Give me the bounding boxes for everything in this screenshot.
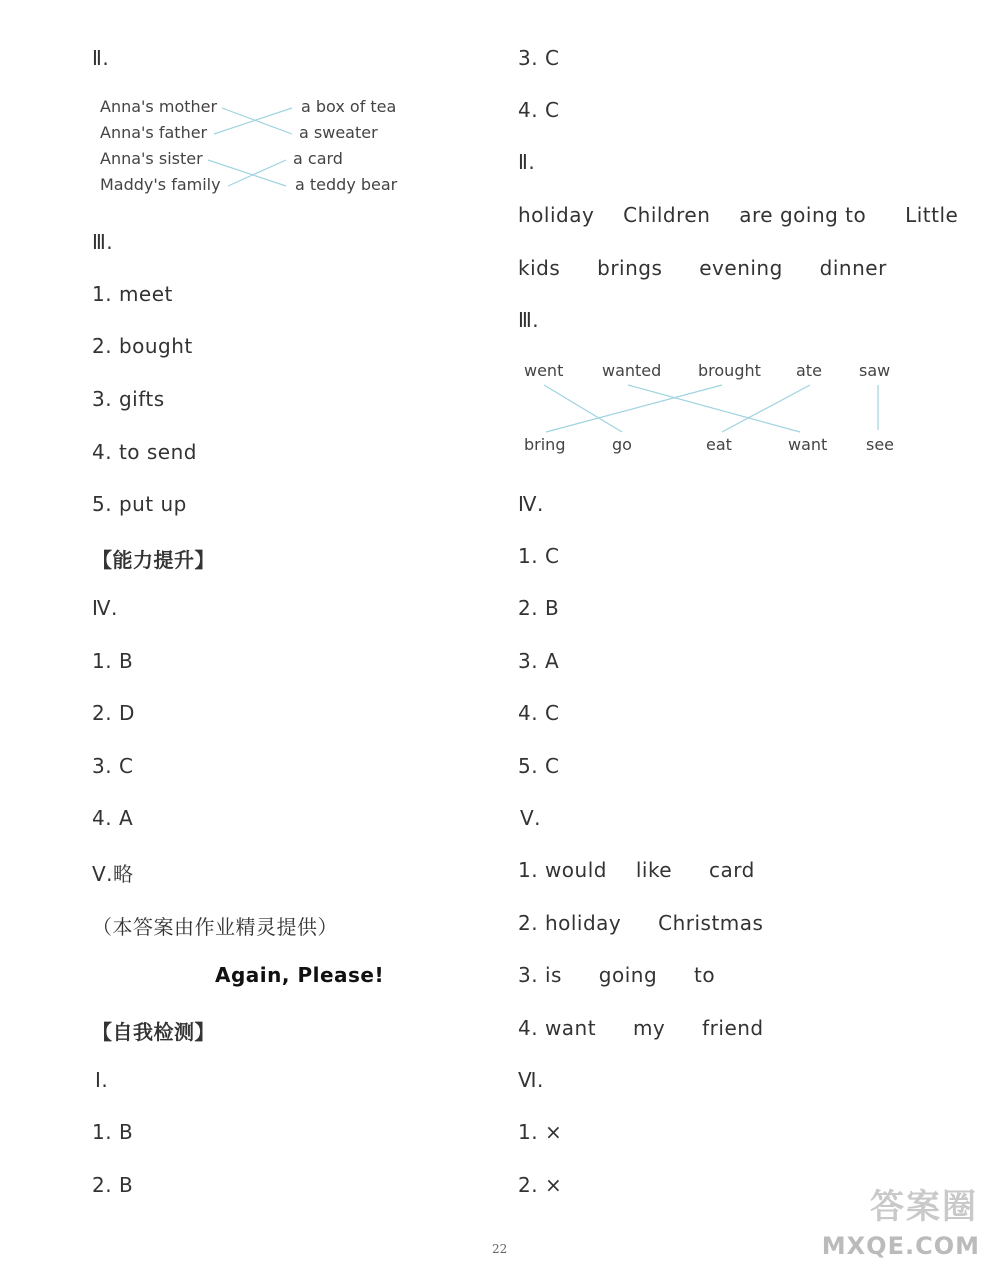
fill-word: Children bbox=[623, 203, 711, 227]
matching-lines bbox=[0, 0, 500, 220]
answer-line: 2. B bbox=[92, 1173, 134, 1197]
answer-word: 2. holiday bbox=[518, 911, 622, 935]
answer-line: 3. C bbox=[92, 754, 134, 778]
answer-line: 2. D bbox=[92, 701, 135, 725]
answer-line: 1. B bbox=[92, 1120, 134, 1144]
verb-past: ate bbox=[796, 361, 822, 380]
page-number: 22 bbox=[492, 1242, 508, 1256]
answer-word: going bbox=[598, 963, 658, 987]
fill-word: dinner bbox=[819, 256, 887, 280]
right-section-5-heading: Ⅴ. bbox=[520, 806, 542, 830]
answer-line: 4. C bbox=[518, 98, 560, 122]
answer-line: 1. meet bbox=[92, 282, 173, 306]
match-line bbox=[208, 160, 286, 186]
left-section-1-heading: Ⅰ. bbox=[95, 1068, 109, 1092]
match-line bbox=[228, 160, 286, 186]
answer-line: 5. C bbox=[518, 754, 560, 778]
verb-base: go bbox=[612, 435, 632, 454]
match-left-item: Anna's sister bbox=[100, 149, 203, 168]
answer-line: 4. A bbox=[92, 806, 134, 830]
answer-line: 1. × bbox=[518, 1120, 563, 1144]
answer-word: like bbox=[635, 858, 673, 882]
answer-word: to bbox=[694, 963, 716, 987]
answer-word: card bbox=[708, 858, 755, 882]
match-right-item: a sweater bbox=[299, 123, 378, 142]
match-line bbox=[628, 385, 800, 432]
answer-word: 4. want bbox=[518, 1016, 597, 1040]
answer-line: 2. × bbox=[518, 1173, 563, 1197]
verb-base: want bbox=[788, 435, 828, 454]
match-line bbox=[722, 385, 810, 432]
match-right-item: a teddy bear bbox=[295, 175, 398, 194]
answer-line: 2. B bbox=[518, 596, 560, 620]
right-section-3-heading: Ⅲ. bbox=[518, 308, 540, 332]
verb-base: bring bbox=[524, 435, 566, 454]
fill-word: are going to bbox=[739, 203, 867, 227]
answer-line bbox=[518, 1016, 764, 1040]
answer-line: 4. C bbox=[518, 701, 560, 725]
fill-word: Little bbox=[905, 203, 959, 227]
right-section-2-heading: Ⅱ. bbox=[518, 150, 536, 174]
verb-past: saw bbox=[859, 361, 891, 380]
answer-word: 3. is bbox=[518, 963, 562, 987]
watermark-text: MXQE.COM bbox=[821, 1232, 980, 1260]
ability-heading: 【能力提升】 bbox=[92, 548, 215, 572]
right-section-6-heading: Ⅵ. bbox=[518, 1068, 544, 1092]
answer-word: my bbox=[632, 1016, 666, 1040]
verb-past: wanted bbox=[602, 361, 662, 380]
fill-word: evening bbox=[699, 256, 783, 280]
answer-line: 3. C bbox=[518, 46, 560, 70]
credit-note: （本答案由作业精灵提供） bbox=[92, 915, 338, 939]
match-left-item: Anna's mother bbox=[100, 97, 218, 116]
left-section-4-heading: Ⅳ. bbox=[92, 596, 118, 620]
again-please-title: Again, Please! bbox=[215, 963, 385, 987]
watermark-logo-icon: 答案圈 bbox=[870, 1187, 978, 1227]
match-right-item: a box of tea bbox=[301, 97, 397, 116]
answer-line bbox=[518, 858, 755, 882]
answer-line: 3. A bbox=[518, 649, 560, 673]
left-section-5-line: Ⅴ.略 bbox=[92, 862, 134, 886]
match-right-item: a card bbox=[293, 149, 343, 168]
answer-line: 2. bought bbox=[92, 334, 193, 358]
match-left-item: Anna's father bbox=[100, 123, 208, 142]
answer-word: Christmas bbox=[658, 911, 764, 935]
answer-line: 1. B bbox=[92, 649, 134, 673]
match-line bbox=[544, 385, 622, 432]
left-section-3-heading: Ⅲ. bbox=[92, 230, 114, 254]
verb-past: brought bbox=[698, 361, 761, 380]
match-line bbox=[546, 385, 722, 432]
answer-line: 4. to send bbox=[92, 440, 197, 464]
verb-base: eat bbox=[706, 435, 732, 454]
answer-line: 1. C bbox=[518, 544, 560, 568]
match-left-item: Maddy's family bbox=[100, 175, 221, 194]
answer-line bbox=[518, 963, 715, 987]
answer-word: friend bbox=[702, 1016, 764, 1040]
answer-line bbox=[518, 911, 763, 935]
self-check-heading: 【自我检测】 bbox=[92, 1020, 215, 1044]
answer-word: 1. would bbox=[518, 858, 607, 882]
verb-matching-lines bbox=[500, 0, 1000, 470]
right-section-4-heading: Ⅳ. bbox=[518, 492, 544, 516]
answer-line: 5. put up bbox=[92, 492, 187, 516]
verb-base: see bbox=[866, 435, 895, 454]
left-section-2-heading: Ⅱ. bbox=[92, 46, 110, 70]
fill-word: holiday bbox=[518, 203, 595, 227]
fill-word: kids bbox=[518, 256, 561, 280]
fill-word: brings bbox=[597, 256, 663, 280]
watermark bbox=[822, 1188, 992, 1268]
answer-line: 3. gifts bbox=[92, 387, 165, 411]
verb-past: went bbox=[524, 361, 564, 380]
